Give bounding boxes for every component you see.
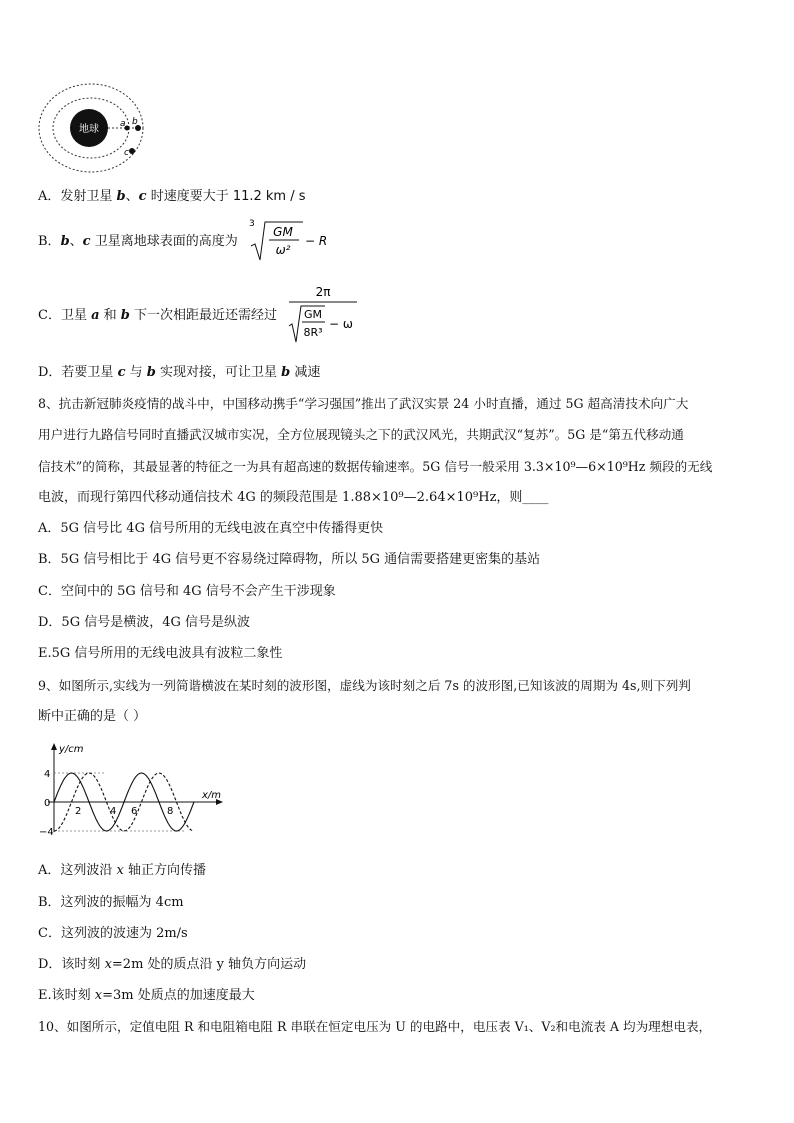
option-prefix: D．该时刻 [38,957,105,972]
q7-option-a [38,189,306,205]
mid2: 实现对接，可让卫星 [155,365,282,380]
wave-graph [34,740,234,840]
mid: 和 [99,308,121,323]
orbit-diagram [36,82,156,178]
satellite-c [129,148,135,154]
var-c: c [138,189,147,204]
q9-option-e [38,988,255,1004]
fraction-num: GM [303,308,323,321]
top-2pi: 2π [315,285,331,299]
q8-stem-line-2: 用户进行九路信号同时直播武汉城市实况，全方位展现镜头之下的武汉风光，共期武汉“复苏”。5G 是“第五代移动通 [38,427,684,442]
option-text: C．这列波的波速为 2m/s [38,926,188,941]
fraction-num: GM [273,225,293,239]
label-a: a [120,119,126,129]
var-b2: b [281,365,291,380]
q8-stem-line-4: 电波，而现行第四代移动通信技术 4G 的频段范围是 1.88×10⁹—2.64×10⁹Hz，则____ [38,490,549,505]
q9-option-d [38,957,306,973]
x-tick-8: 8 [167,806,174,817]
q8-option-b: B．5G 信号相比于 4G 信号更不容易绕过障碍物，所以 5G 通信需要搭建更密集的基站 [38,552,541,567]
option-b-prefix: B． [38,234,61,249]
option-d-suffix: 减速 [290,365,321,380]
var-x: x [94,988,103,1003]
q7-option-d [38,365,320,381]
minus-omega: − ω [329,317,353,331]
y-tick-0: 0 [44,798,51,809]
q10-stem-line-1: 10、如图所示，定值电阻 R 和电阻箱电阻 R 串联在恒定电压为 U 的电路中，电压表 V₁、V₂和电流表 A 均为理想电表， [38,1019,712,1034]
fraction-den: ω² [275,243,291,257]
q8-stem-line-1: 8、抗击新冠肺炎疫情的战斗中，中国移动携手“学习强国”推出了武汉实景 24 小时直播，通过 5G 超高清技术向广大 [38,396,689,411]
option-text: B．这列波的振幅为 4cm [38,895,184,910]
root-index: 3 [249,219,255,229]
option-c-suffix: 下一次相距最近还需经过 [129,308,278,323]
q7-option-b [38,234,238,250]
sep: 、 [69,234,83,249]
option-b-suffix: 卫星离地球表面的高度为 [90,234,238,249]
q8-option-e: E.5G 信号所用的无线电波具有波粒二象性 [38,646,283,661]
option-prefix: A．这列波沿 [38,863,117,878]
var-a: a [91,308,100,323]
x-axis-label: x/m [202,790,222,801]
label-c: c [124,148,129,158]
q7-option-c [38,308,277,324]
mid: 与 [125,365,147,380]
q8-stem-line-3: 信技术”的简称，其最显著的特征之一为具有超高速的数据传输速率。5G 信号一般采用 3.3×10⁹—6×10⁹Hz 频段的无线 [38,459,713,474]
option-suffix: =3m 处质点的加速度最大 [102,988,255,1003]
y-axis-arrow [51,743,57,750]
q8-option-c: C．空间中的 5G 信号和 4G 信号不会产生干涉现象 [38,584,336,599]
q9-stem-line-2: 断中正确的是（ ） [38,709,147,724]
var-b: b [116,189,126,204]
q9-stem-line-1: 9、如图所示,实线为一列简谐横波在某时刻的波形图，虚线为该时刻之后 7s 的波形图,已知该波的周期为 4s,则下列判 [38,678,691,693]
var-x: x [116,863,124,878]
option-d-prefix: D．若要卫星 [38,365,118,380]
fraction-den: 8R³ [303,326,323,339]
q8-option-a: A．5G 信号比 4G 信号所用的无线电波在真空中传播得更快 [38,521,384,536]
q9-option-c [38,926,188,942]
option-a-prefix: A．发射卫星 [38,189,117,204]
x-tick-6: 6 [131,806,138,817]
var-b: b [120,308,130,323]
option-prefix: E.该时刻 [38,988,95,1003]
option-suffix: =2m 处的质点沿 y 轴负方向运动 [111,957,307,972]
option-suffix: 轴正方向传播 [123,863,207,878]
q8-option-d: D．5G 信号是横波，4G 信号是纵波 [38,615,250,630]
y-tick-minus4: −4 [39,827,54,838]
var-b: b [60,234,70,249]
y-tick-4: 4 [44,769,51,780]
earth-label: 地球 [79,124,99,135]
escape-speed: 11.2 km / s [232,189,306,204]
var-c: c [117,365,126,380]
q9-option-b [38,895,184,911]
sep: 、 [125,189,139,204]
x-tick-4: 4 [110,806,117,817]
var-c: c [82,234,91,249]
label-b: b [132,117,138,127]
formula-c [285,282,365,346]
option-c-prefix: C．卫星 [38,308,92,323]
var-b: b [146,365,156,380]
formula-b [245,214,335,264]
minus-r: − R [305,234,328,248]
x-tick-2: 2 [75,806,82,817]
y-axis-label: y/cm [59,744,84,755]
option-a-suffix: 时速度要大于 [146,189,233,204]
q9-option-a [38,863,206,879]
var-x: x [104,957,112,972]
